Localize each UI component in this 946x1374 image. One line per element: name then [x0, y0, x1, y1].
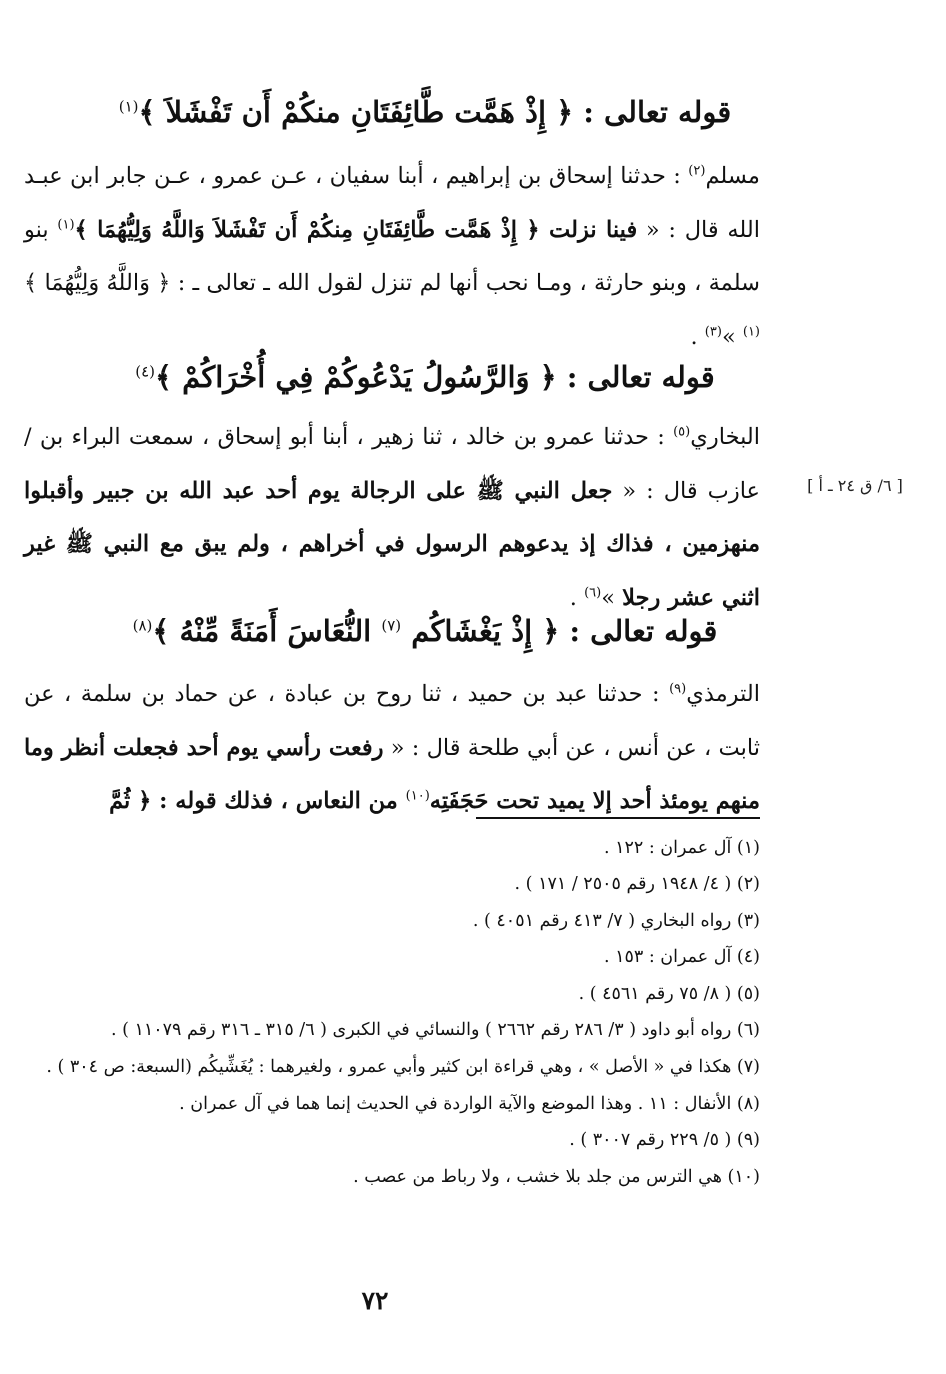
quote-close: » — [601, 584, 623, 611]
heading-prefix: قوله تعالى : — [556, 360, 715, 394]
footnote-3: (٣) رواه البخاري ( ٧/ ٤١٣ رقم ٤٠٥١ ) . — [472, 910, 760, 931]
source-name: البخاري — [690, 424, 760, 450]
quote-close: » — [721, 323, 743, 350]
matn-continuation: من النعاس ، فذلك قوله : ﴿ ثُمَّ — [109, 788, 406, 814]
footnote-ref: (٧) — [381, 616, 402, 635]
section-heading-2 — [80, 360, 770, 394]
footnote-separator — [476, 817, 760, 819]
footnote-ref: (٩) — [669, 681, 687, 697]
section-heading-3 — [80, 614, 770, 648]
quran-verse: ﴿ إِذْ هَمَّت طَّائِفَتَانِ منكُمْ أَن تَفْشَلاَ ﴾ — [138, 95, 574, 129]
footnote-ref: (١٠) — [405, 788, 430, 804]
source-name: مسلم — [705, 163, 760, 189]
footnote-8: (٨) الأنفال : ١١ . وهذا الموضع والآية الواردة في الحديث إنما هما في آل عمران . — [179, 1094, 760, 1115]
footnote-ref: (٤) — [135, 362, 156, 381]
heading-prefix: قوله تعالى : — [573, 95, 732, 129]
footnote-6: (٦) رواه أبو داود ( ٣/ ٢٨٦ رقم ٢٦٦٢ ) والنسائي في الكبرى ( ٦/ ٣١٥ ـ ٣١٦ رقم ١١٠٧٩ ) . — [110, 1020, 760, 1041]
footnote-ref: (٥) — [673, 424, 691, 440]
footnote-ref: (١) — [57, 217, 75, 232]
matn-text: رفعت رأسي يوم أحد فجعلت أنظر وما منهم يومئذ أحد إلا يميد تحت حَجَفَتِه — [24, 734, 760, 814]
page-number: ٧٢ — [361, 1286, 389, 1315]
quran-verse-part-a: ﴿ إِذْ يَغْشَاكُم — [401, 614, 560, 648]
section-heading-1 — [80, 95, 770, 129]
footnote-ref: (٣) — [704, 324, 722, 339]
hadith-paragraph-2 — [24, 411, 760, 625]
footnote-ref: (١) — [118, 97, 139, 116]
footnote-ref: (٦) — [584, 585, 602, 600]
footnote-5: (٥) ( ٨/ ٧٥ رقم ٤٥٦١ ) . — [578, 983, 760, 1004]
footnote-7: (٧) هكذا في « الأصل » ، وهي قراءة ابن كثير وأبي عمرو ، ولغيرهما : يُغَشِّيكُم (السبعة: ص ٣٠٤ ) . — [46, 1057, 760, 1078]
manuscript-folio-note: [ ٦/ ق ٢٤ ـ أ ] — [807, 476, 903, 495]
footnote-ref: (١) — [742, 324, 760, 339]
hadith-paragraph-3 — [24, 668, 760, 829]
footnote-10: (١٠) هي الترس من جلد بلا خشب ، ولا رباط من عصب . — [353, 1166, 760, 1187]
footnote-9: (٩) ( ٥/ ٢٢٩ رقم ٣٠٠٧ ) . — [569, 1130, 760, 1151]
heading-prefix: قوله تعالى : — [559, 614, 718, 648]
hadith-paragraph-1 — [24, 150, 760, 364]
footnote-4: (٤) آل عمران : ١٥٣ . — [603, 947, 760, 968]
period: . — [690, 323, 705, 350]
matn-continuation: بنو سلمة ، وبنو حارثة ، ومـا نحب أنها لم تنزل لقول الله ـ تعالى ـ : ﴿ وَاللَّهُ وَلِيُّهُمَا ﴾ — [24, 216, 760, 296]
matn-text: فينا نزلت ﴿ إِذْ هَمَّت طَّائِفَتَانِ مِنكُمْ أَن تَفْشَلاَ وَاللَّهُ وَلِيُّهُمَا ﴾ — [74, 216, 638, 243]
isnad-text: : حدثنا عمرو بن خالد ، ثنا زهير ، أبنا أبو إسحاق ، سمعت البراء بن / عازب قال : « — [24, 424, 760, 504]
footnote-2: (٢) ( ٤/ ١٩٤٨ رقم ٢٥٠٥ / ١٧١ ) . — [514, 874, 760, 895]
source-name: الترمذي — [686, 681, 760, 707]
isnad-text: : حدثنا إسحاق بن إبراهيم ، أبنا سفيان ، عـن عمرو ، عـن جابر ابن عبـد الله قال : « — [24, 163, 760, 243]
quran-verse: ﴿ وَالرَّسُولُ يَدْعُوكُمْ فِي أُخْرَاكُمْ ﴾ — [155, 360, 557, 394]
footnote-ref: (٢) — [688, 163, 706, 179]
footnotes — [20, 830, 760, 1195]
matn-text: جعل النبي ﷺ على الرجالة يوم أحد عبد الله بن جبير وأقبلوا منهزمين ، فذاك إذ يدعوهم الرسول في أخراهم ، ولم يبق مع النبي ﷺ غير اثني عشر رجلا — [24, 477, 760, 611]
footnote-1: (١) آل عمران : ١٢٢ . — [603, 838, 760, 858]
period: . — [569, 584, 585, 611]
isnad-text: : حدثنا عبد بن حميد ، ثنا روح بن عبادة ، عن حماد بن سلمة ، عن ثابت ، عن أنس ، عن أبي طلحة قال : « — [24, 681, 760, 761]
quran-verse-part-b: النُّعَاسَ أَمَنَةً مِّنْهُ ﴾ — [152, 614, 382, 648]
footnote-ref: (٨) — [132, 616, 153, 635]
